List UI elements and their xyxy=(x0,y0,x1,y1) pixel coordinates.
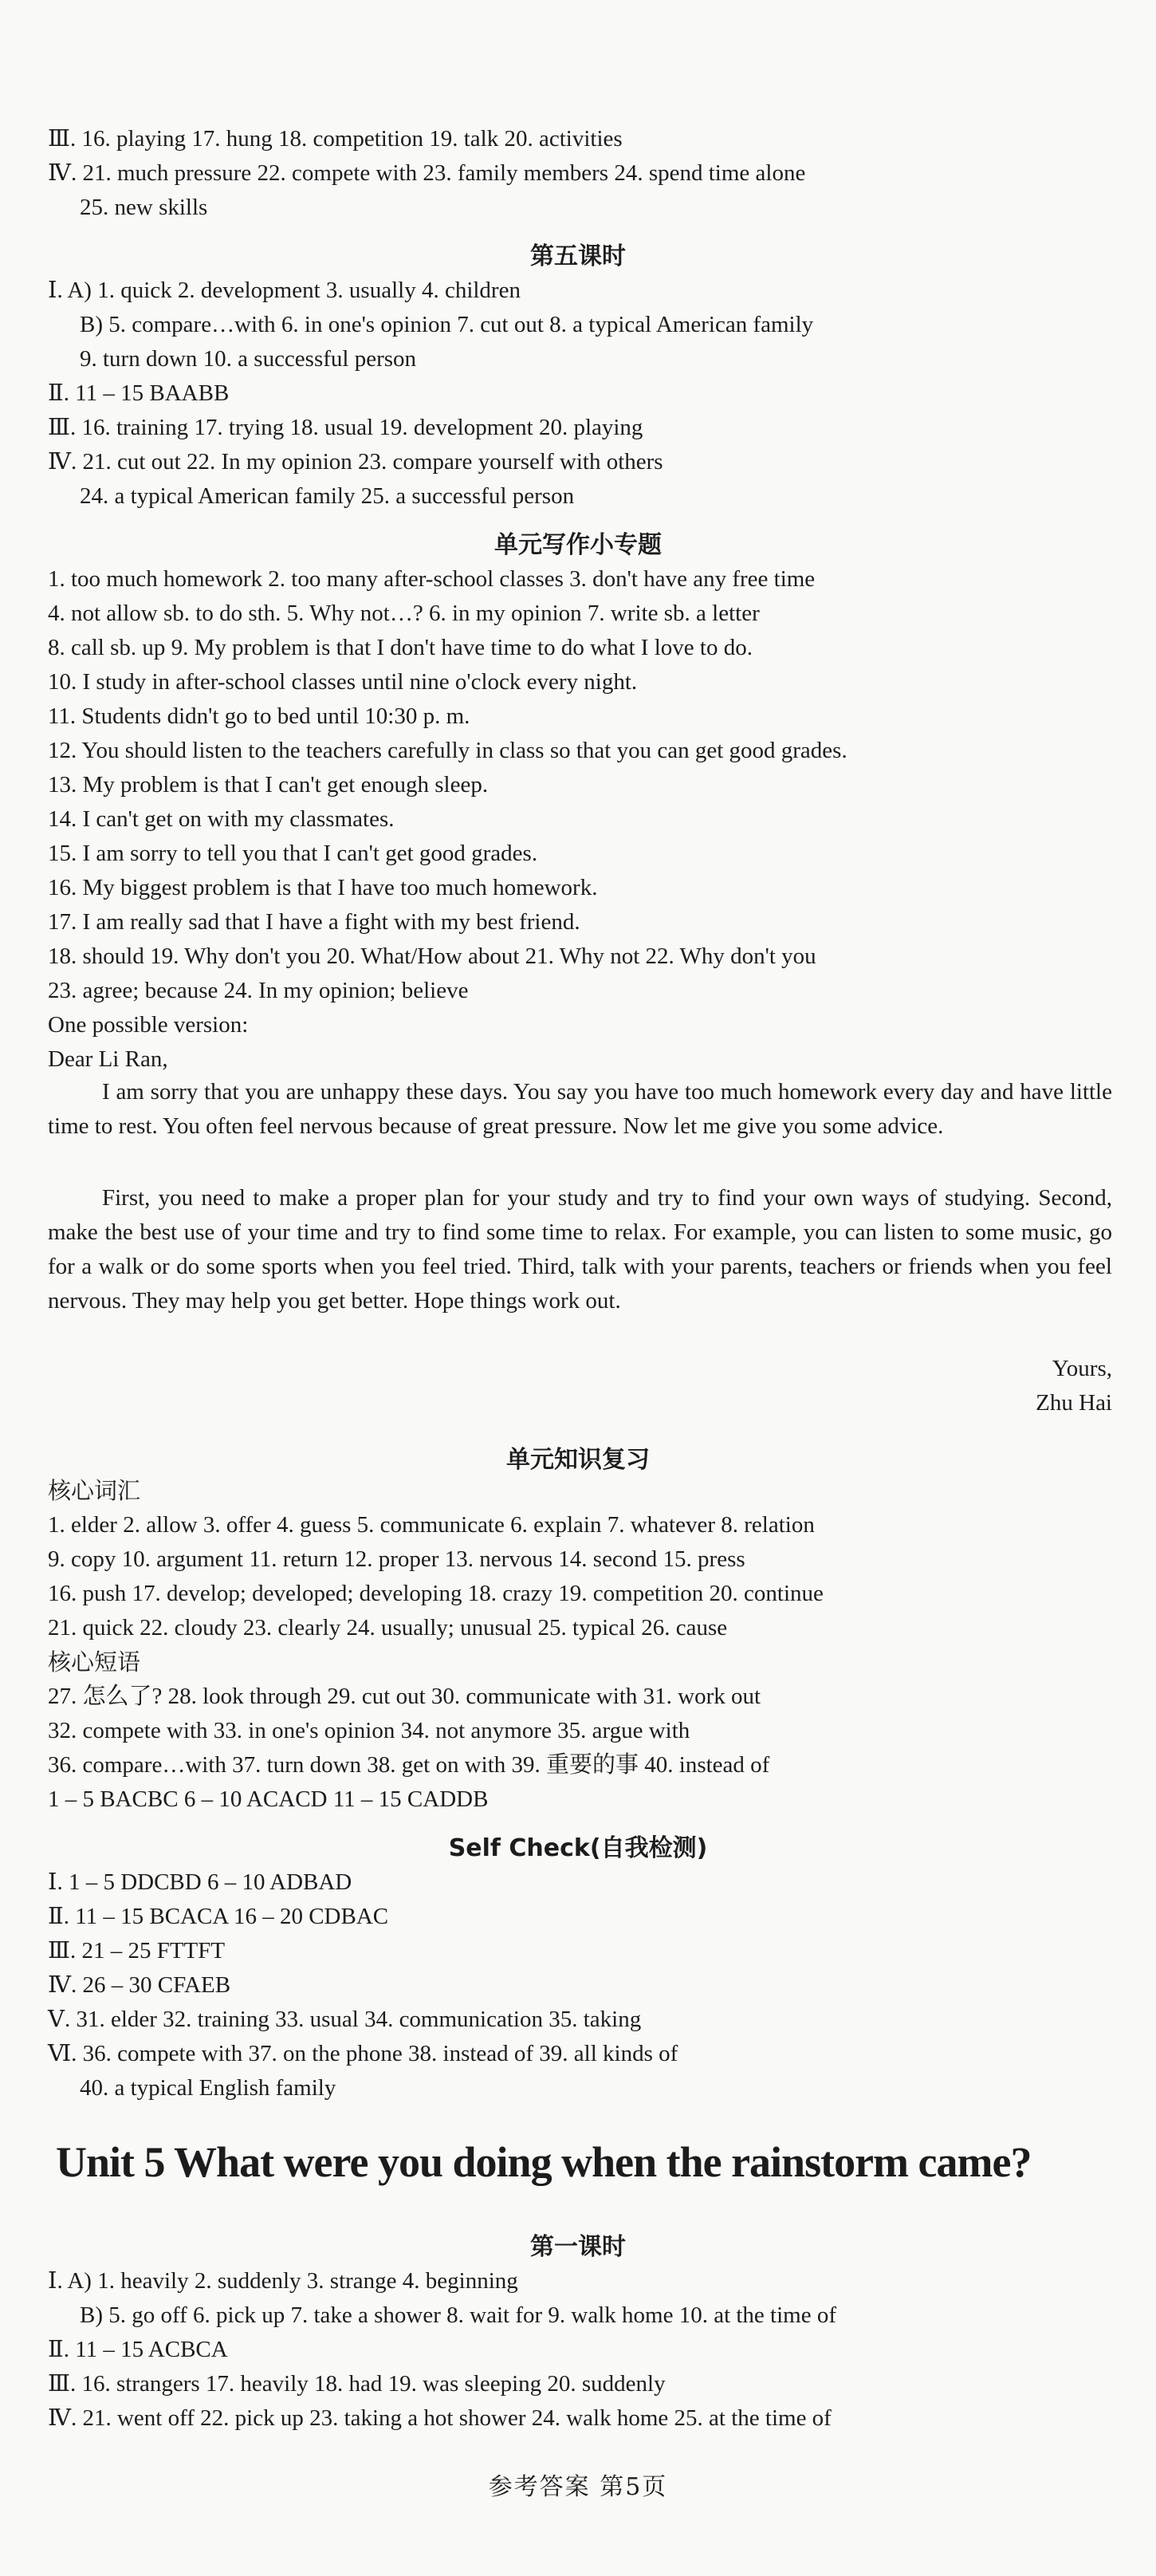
answer-line: Ⅱ. 11 – 15 BAABB xyxy=(48,380,230,406)
letter-signature: Zhu Hai xyxy=(1036,1390,1112,1416)
section-heading: 第一课时 xyxy=(530,2233,626,2261)
answer-line: 15. I am sorry to tell you that I can't get good grades. xyxy=(48,841,538,866)
answer-line: Ⅳ. 26 – 30 CFAEB xyxy=(48,1972,231,1998)
answer-line: Ⅴ. 31. elder 32. training 33. usual 34. communication 35. taking xyxy=(48,2007,642,2032)
answer-line: 13. My problem is that I can't get enough sleep. xyxy=(48,772,489,798)
answer-line: B) 5. go off 6. pick up 7. take a shower 8. wait for 9. walk home 10. at the time of xyxy=(80,2302,836,2328)
answer-line: Ⅵ. 36. compete with 37. on the phone 38. instead of 39. all kinds of xyxy=(48,2041,678,2066)
subsection-label: 核心短语 xyxy=(48,1648,141,1676)
answer-line: 14. I can't get on with my classmates. xyxy=(48,806,395,832)
answer-line: 18. should 19. Why don't you 20. What/How about 21. Why not 22. Why don't you xyxy=(48,943,816,969)
answer-line: Ⅳ. 21. went off 22. pick up 23. taking a hot shower 24. walk home 25. at the time of xyxy=(48,2405,832,2431)
answer-line: One possible version: xyxy=(48,1012,249,1038)
letter-paragraph: First, you need to make a proper plan for your study and try to find your own ways of studying. Second, make the best use of your time and try to find some time to relax. For example, you can listen to some music, go for a walk or do some sports when you feel tried. Third, talk with your parents, teachers or friends when you feel nervous. They may help you get better. Hope things work out. xyxy=(48,1185,1112,1314)
answer-line: 24. a typical American family 25. a successful person xyxy=(80,483,575,509)
section-heading: Self Check(自我检测) xyxy=(448,1834,708,1862)
answer-line: Ⅰ. A) 1. quick 2. development 3. usually 4. children xyxy=(48,278,521,303)
answer-line: 9. turn down 10. a successful person xyxy=(80,346,417,372)
answer-line: Ⅳ. 21. much pressure 22. compete with 23. family members 24. spend time alone xyxy=(48,160,806,186)
answer-line: 4. not allow sb. to do sth. 5. Why not…? 6. in my opinion 7. write sb. a letter xyxy=(48,601,760,626)
answer-line: Ⅲ. 16. playing 17. hung 18. competition 19. talk 20. activities xyxy=(48,126,623,152)
answer-line: 1. elder 2. allow 3. offer 4. guess 5. communicate 6. explain 7. whatever 8. relation xyxy=(48,1512,815,1538)
answer-line: 25. new skills xyxy=(80,195,208,220)
section-heading: 单元写作小专题 xyxy=(494,531,662,559)
answer-line: 21. quick 22. cloudy 23. clearly 24. usually; unusual 25. typical 26. cause xyxy=(48,1615,728,1641)
section-heading: 单元知识复习 xyxy=(506,1446,650,1474)
answer-line: 32. compete with 33. in one's opinion 34. not anymore 35. argue with xyxy=(48,1718,690,1743)
answer-line: 16. My biggest problem is that I have too much homework. xyxy=(48,875,598,900)
letter-greeting: Dear Li Ran, xyxy=(48,1046,168,1072)
answer-line: 9. copy 10. argument 11. return 12. proper 13. nervous 14. second 15. press xyxy=(48,1546,745,1572)
answer-line: Ⅲ. 16. training 17. trying 18. usual 19. development 20. playing xyxy=(48,415,643,440)
answer-line: Ⅲ. 21 – 25 FTTFT xyxy=(48,1938,226,1964)
answer-line: 27. 怎么了? 28. look through 29. cut out 30. communicate with 31. work out xyxy=(48,1684,761,1709)
answer-line: 12. You should listen to the teachers carefully in class so that you can get good grades. xyxy=(48,738,847,763)
answer-line: B) 5. compare…with 6. in one's opinion 7. cut out 8. a typical American family xyxy=(80,312,814,337)
answer-line: 1. too much homework 2. too many after-school classes 3. don't have any free time xyxy=(48,566,816,592)
answer-line: 23. agree; because 24. In my opinion; believe xyxy=(48,978,469,1003)
answer-line: 10. I study in after-school classes until nine o'clock every night. xyxy=(48,669,638,695)
unit-title: Unit 5 What were you doing when the rainstorm came? xyxy=(56,2138,1032,2186)
answer-line: Ⅱ. 11 – 15 BCACA 16 – 20 CDBAC xyxy=(48,1904,389,1929)
answer-line: 8. call sb. up 9. My problem is that I don't have time to do what I love to do. xyxy=(48,635,753,660)
answer-line: 1 – 5 BACBC 6 – 10 ACACD 11 – 15 CADDB xyxy=(48,1786,489,1812)
letter-closing: Yours, xyxy=(1052,1356,1112,1381)
answer-line: 40. a typical English family xyxy=(80,2075,336,2101)
answer-line: 16. push 17. develop; developed; developing 18. crazy 19. competition 20. continue xyxy=(48,1581,824,1606)
answer-line: Ⅰ. A) 1. heavily 2. suddenly 3. strange 4. beginning xyxy=(48,2268,518,2294)
section-heading: 第五课时 xyxy=(530,242,626,270)
answer-line: 17. I am really sad that I have a fight with my best friend. xyxy=(48,909,580,935)
answer-line: 36. compare…with 37. turn down 38. get on with 39. 重要的事 40. instead of xyxy=(48,1752,770,1778)
answer-line: 11. Students didn't go to bed until 10:30 p. m. xyxy=(48,703,470,729)
answer-line: Ⅰ. 1 – 5 DDCBD 6 – 10 ADBAD xyxy=(48,1869,352,1895)
answer-line: Ⅱ. 11 – 15 ACBCA xyxy=(48,2337,228,2362)
subsection-label: 核心词汇 xyxy=(48,1477,141,1504)
letter-paragraph: I am sorry that you are unhappy these days. You say you have too much homework every day and have little time to rest. You often feel nervous because of great pressure. Now let me give you some advice. xyxy=(48,1079,1112,1139)
answer-line: Ⅳ. 21. cut out 22. In my opinion 23. compare yourself with others xyxy=(48,449,663,475)
answer-line: Ⅲ. 16. strangers 17. heavily 18. had 19. was sleeping 20. suddenly xyxy=(48,2371,666,2397)
page-footer: 参考答案 第5页 xyxy=(488,2473,668,2501)
